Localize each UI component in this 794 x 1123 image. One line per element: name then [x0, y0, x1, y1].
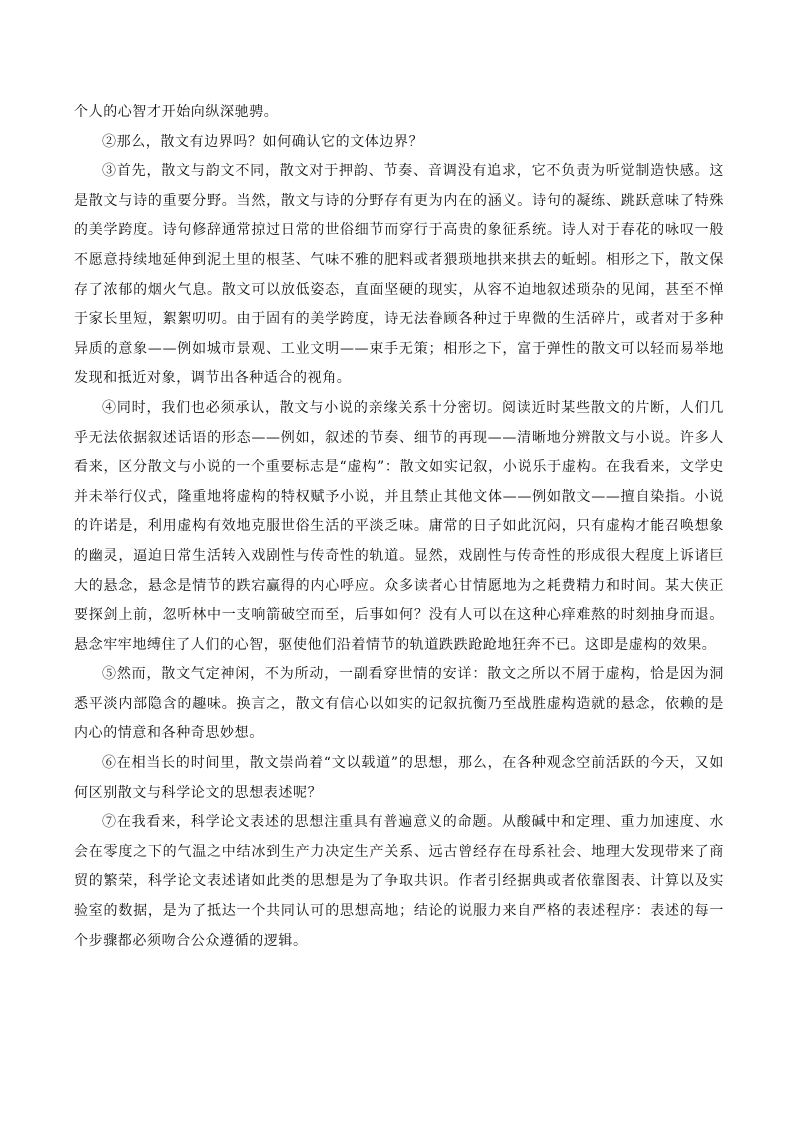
paragraph-7: ⑦在我看来，科学论文表述的思想注重具有普遍意义的命题。从酸碱中和定理、重力加速度、水会在零度之下的气温之中结冰到生产力决定生产关系、远古曾经存在母系社会、地理大发现带来了商贸的繁荣，科学论文表述诸如此类的思想是为了争取共识。作者引经据典或者依靠图表、计算以及实验室的数据，是为了抵达一个共同认可的思想高地；结论的说服力来自严格的表述程序：表述的每一个步骤都必须吻合公众遵循的逻辑。: [74, 814, 724, 949]
paragraph-6: ⑥在相当长的时间里，散文崇尚着“文以载道”的思想，那么，在各种观念空前活跃的今天，又如何区别散文与科学论文的思想表述呢？: [74, 755, 724, 801]
paragraph-continuation: 个人的心智才开始向纵深驰骋。: [74, 104, 279, 120]
paragraph-2: ②那么，散文有边界吗？如何确认它的文体边界？: [102, 133, 424, 150]
document-page: [74, 98, 724, 956]
paragraph-4: ④同时，我们也必须承认，散文与小说的亲缘关系十分密切。阅读近时某些散文的片断，人们几乎无法依据叙述话语的形态——例如，叙述的节奏、细节的再现——清晰地分辨散文与小说。许多人看来，区分散文与小说的一个重要标志是“虚构”：散文如实记叙，小说乐于虚构。在我看来，文学史并未举行仪式，隆重地将虚构的特权赋予小说，并且禁止其他文体——例如散文——擅自染指。小说的许诺是，利用虚构有效地克服世俗生活的平淡乏味。庸常的日子如此沉闷，只有虚构才能召唤想象的幽灵，逼迫日常生活转入戏剧性与传奇性的轨道。显然，戏剧性与传奇性的形成很大程度上诉诸巨大的悬念，悬念是情节的跌宕赢得的内心呼应。众多读者心甘情愿地为之耗费精力和时间。某大侠正要探剑上前，忽听林中一支响箭破空而至，后事如何？没有人可以在这种心痒难熬的时刻抽身而退。悬念牢牢地缚住了人们的心智，驱使他们沿着情节的轨道跌跌跄跄地狂奔不已。这即是虚构的效果。: [74, 399, 724, 653]
paragraph-3: ③首先，散文与韵文不同，散文对于押韵、节奏、音调没有追求，它不负责为听觉制造快感。这是散文与诗的重要分野。当然，散文与诗的分野存有更为内在的涵义。诗句的凝练、跳跃意味了特殊的美学跨度。诗句修辞通常掠过日常的世俗细节而穿行于高贵的象征系统。诗人对于春花的咏叹一般不愿意持续地延伸到泥土里的根茎、气味不雅的肥料或者猥琐地拱来拱去的蚯蚓。相形之下，散文保存了浓郁的烟火气息。散文可以放低姿态，直面坚硬的现实，从容不迫地叙述琐杂的见闻，甚至不惮于家长里短，絮絮叨叨。由于固有的美学跨度，诗无法眷顾各种过于卑微的生活碎片，或者对于多种异质的意象——例如城市景观、工业文明——束手无策；相形之下，富于弹性的散文可以轻而易举地发现和抵近对象，调节出各种适合的视角。: [74, 163, 724, 387]
paragraph-5: ⑤然而，散文气定神闲，不为所动，一副看穿世情的安详：散文之所以不屑于虚构，恰是因为洞悉平淡内部隐含的趣味。换言之，散文有信心以如实的记叙抗衡乃至战胜虚构造就的悬念，依赖的是内心的情意和各种奇思妙想。: [74, 666, 724, 742]
